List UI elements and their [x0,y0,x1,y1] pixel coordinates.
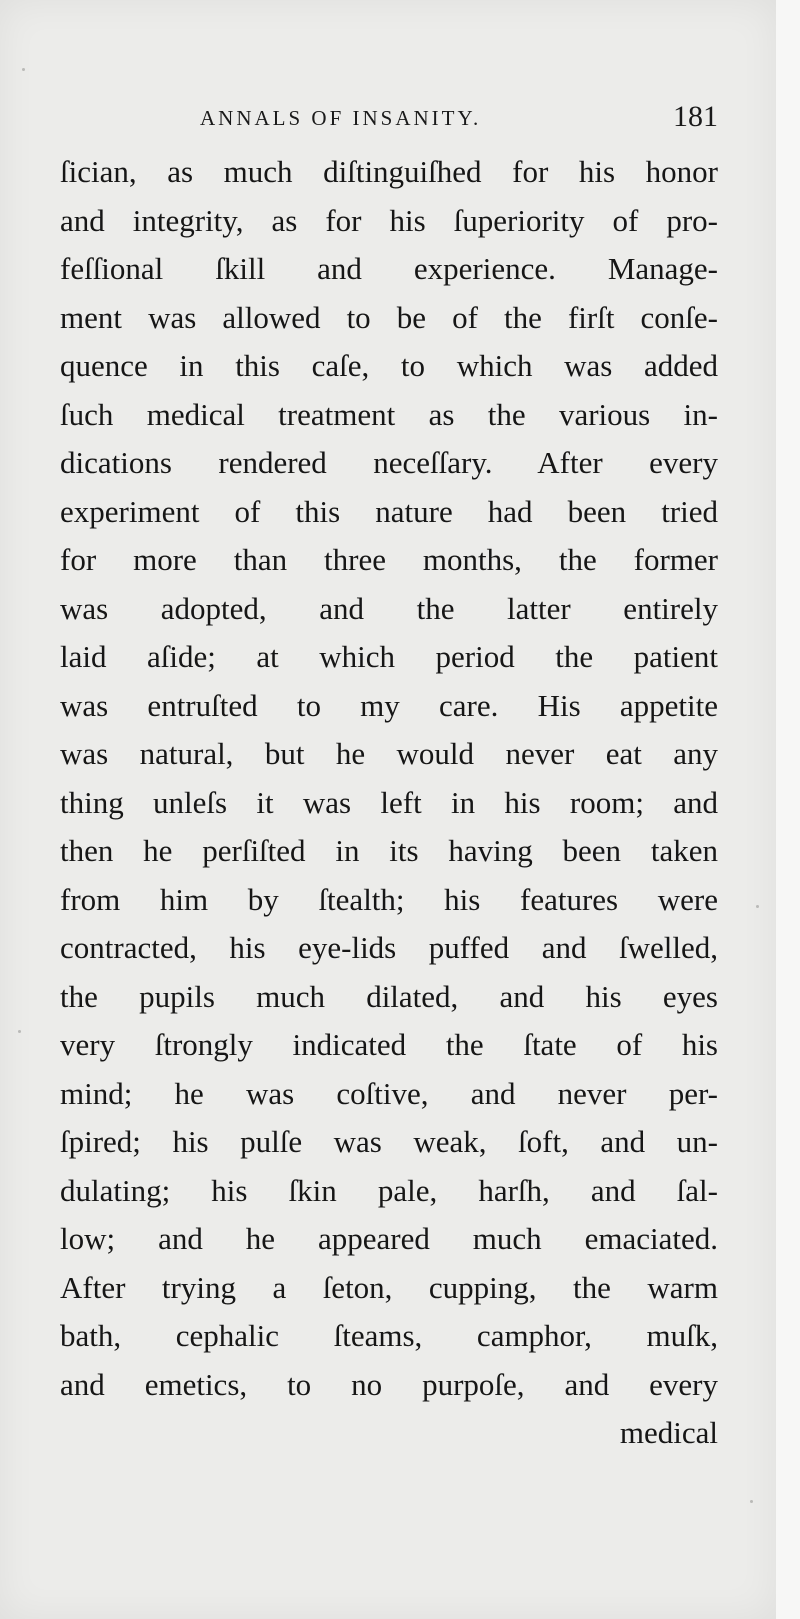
text-line: very ſtrongly indicated the ſtate of his [60,1027,718,1062]
paper-speck [750,1500,753,1503]
text-line: feſſional ſkill and experience. Manage- [60,251,718,286]
text-line: ſician, as much diſtinguiſhed for his honor [60,154,718,189]
paper-speck [756,905,759,908]
text-line: for more than three months, the former [60,542,718,577]
text-line: was adopted, and the latter entirely [60,590,718,626]
paper-speck [18,1030,21,1033]
text-line: mind; he was coſtive, and never per- [60,1075,718,1111]
text-line: dulating; his ſkin pale, harſh, and ſal- [60,1172,718,1208]
body-text [60,148,718,1458]
text-line: bath, cephalic ſteams, camphor, muſk, [60,1318,718,1353]
text-line: laid aſide; at which period the patient [60,639,718,674]
text-line: and emetics, to no purpoſe, and every [60,1366,718,1402]
text-line: After trying a ſeton, cupping, the warm [60,1269,718,1305]
page-number: 181 [673,100,718,133]
text-line: was entruſted to my care. His appetite [60,687,718,723]
scan-margin [776,0,800,1619]
running-title: ANNALS OF INSANITY. [200,106,482,130]
text-line: ſuch medical treatment as the various in- [60,396,718,432]
text-line: and integrity, as for his ſuperiority of pro- [60,202,718,238]
running-head [60,100,718,140]
text-line: the pupils much dilated, and his eyes [60,978,718,1014]
text-line: ment was allowed to be of the firſt conſe- [60,299,718,335]
text-line: quence in this caſe, to which was added [60,348,718,383]
text-line: contracted, his eye-lids puffed and ſwelled, [60,930,718,965]
text-line: from him by ſtealth; his features were [60,881,718,917]
text-line: was natural, but he would never eat any [60,736,718,771]
text-line: low; and he appeared much emaciated. [60,1221,718,1256]
text-line: experiment of this nature had been tried [60,493,718,529]
text-line: thing unleſs it was left in his room; and [60,784,718,820]
catchword: medical [619,1415,718,1450]
paper-speck [22,68,25,71]
text-line: then he perſiſted in its having been taken [60,833,718,868]
text-line: ſpired; his pulſe was weak, ſoft, and un- [60,1124,718,1159]
text-line: dications rendered neceſſary. After every [60,445,718,480]
